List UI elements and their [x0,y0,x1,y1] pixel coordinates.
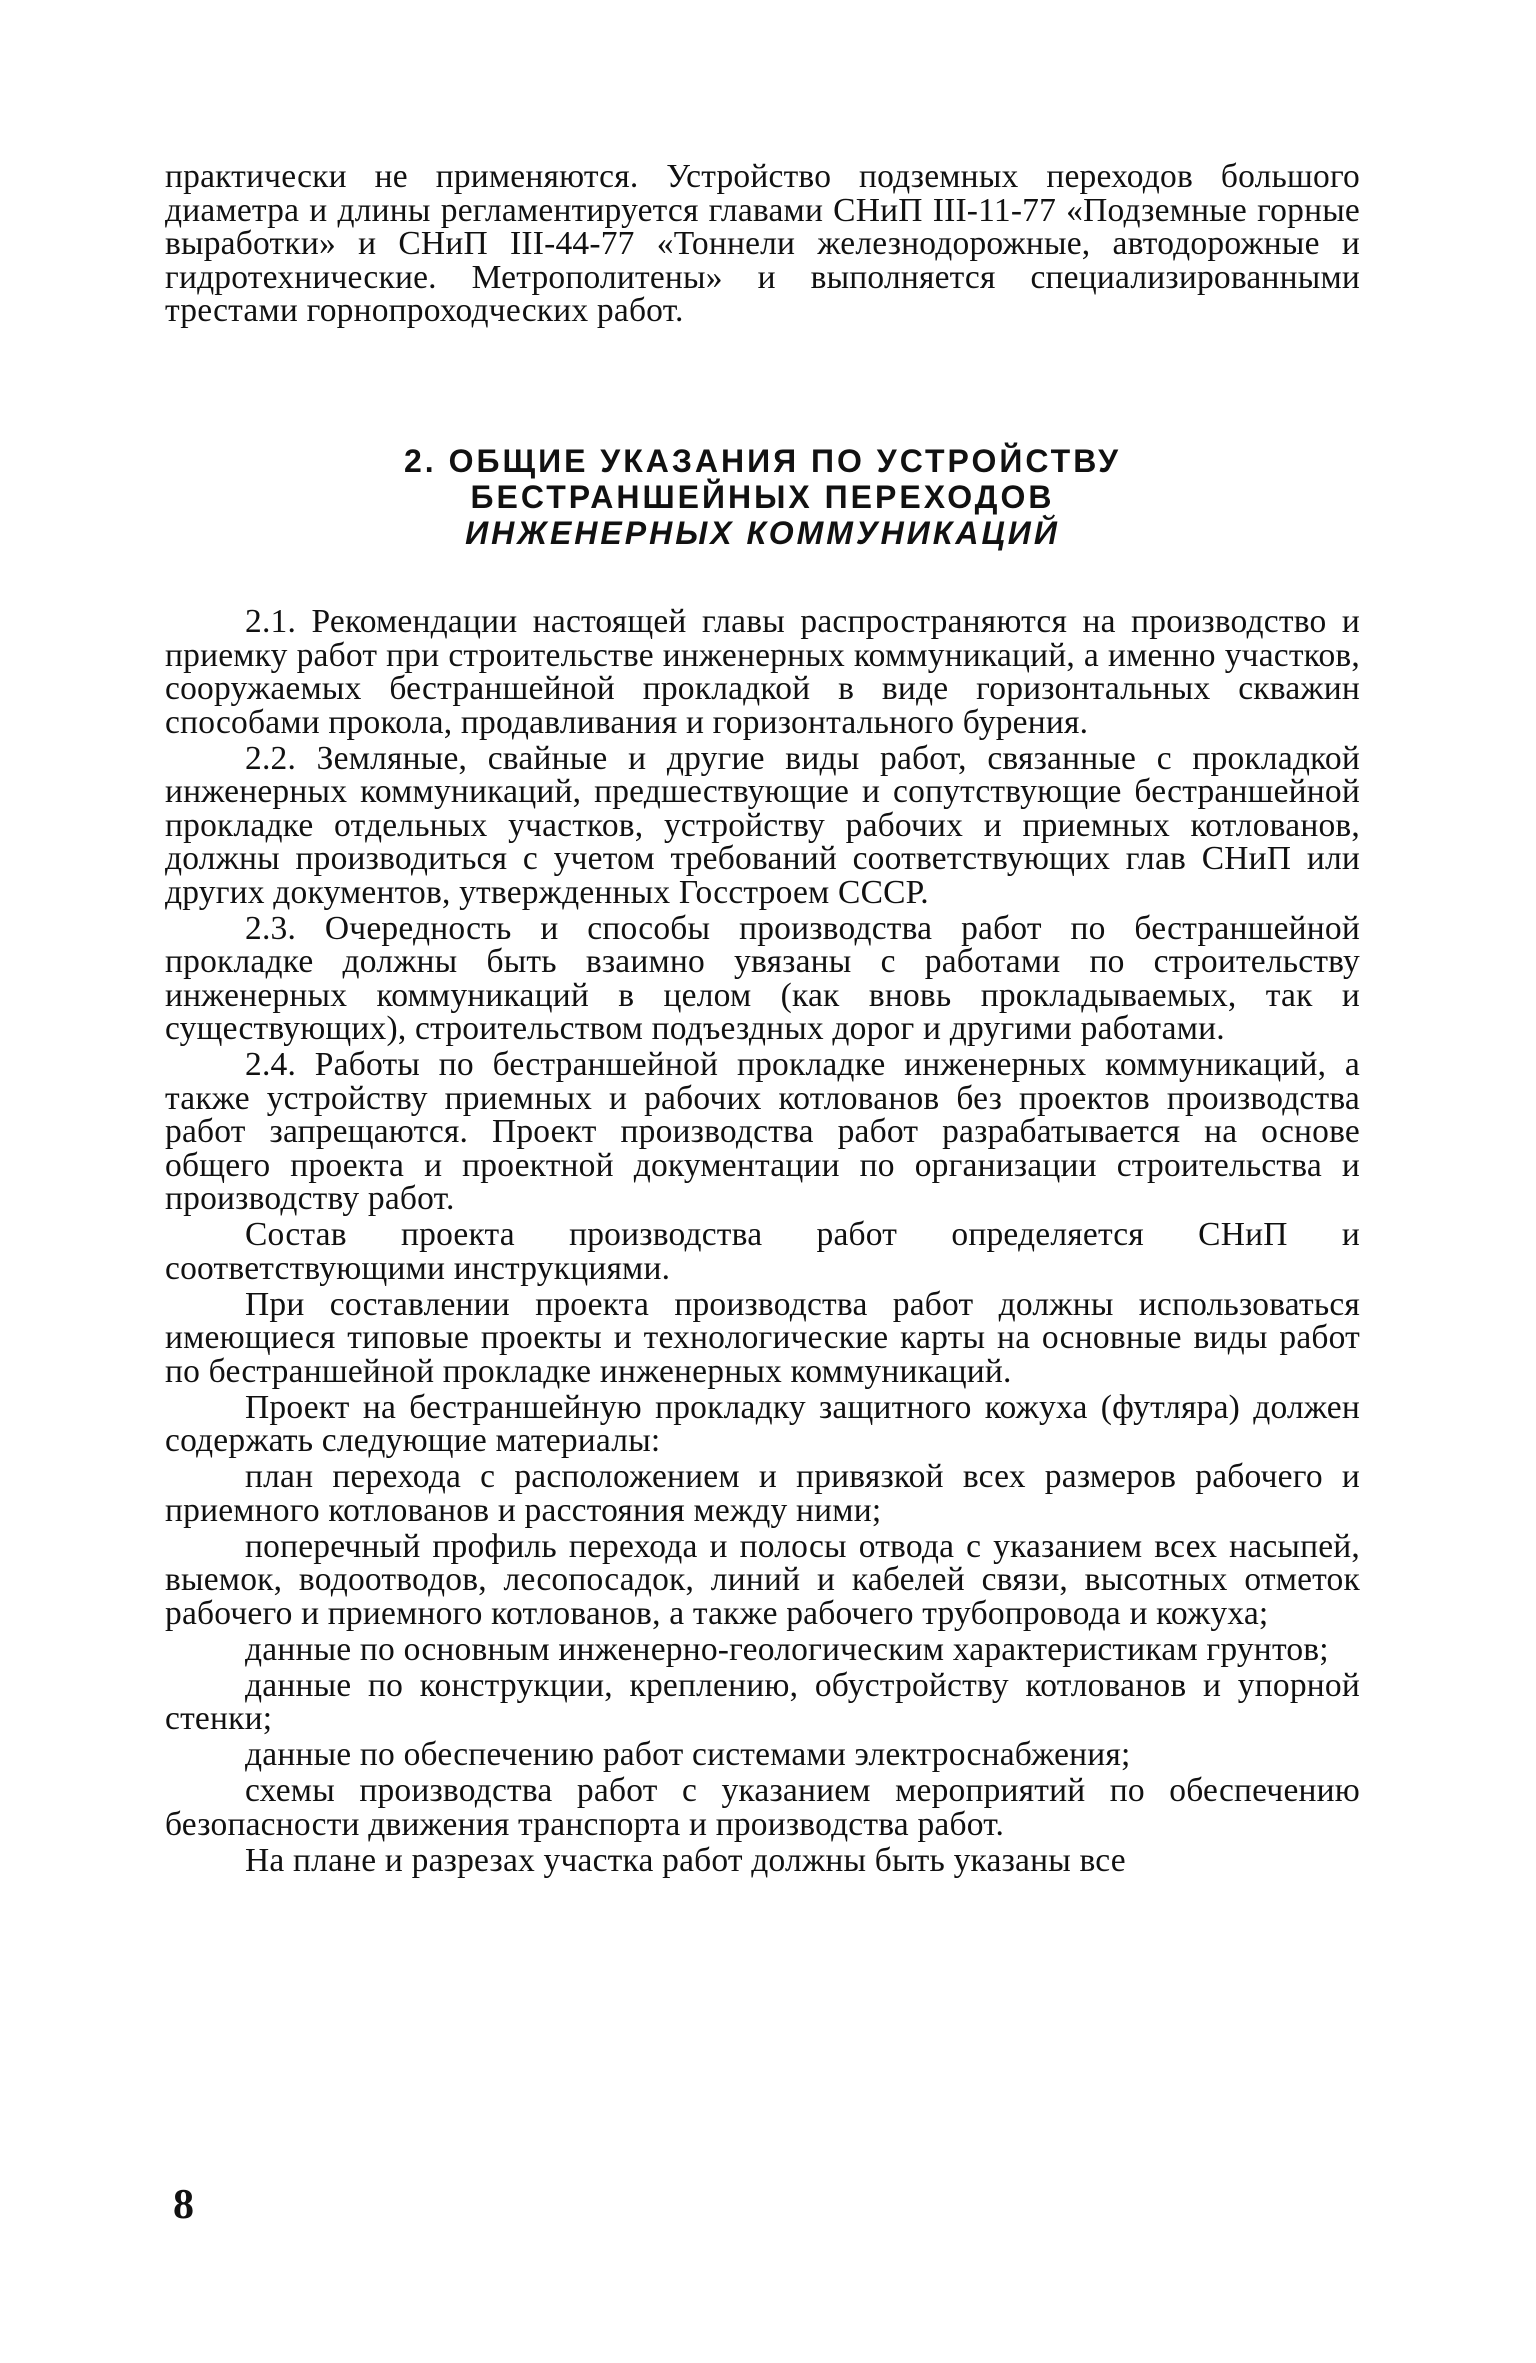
section-heading [165,443,1360,551]
paragraph-2-3: 2.3. Очередность и способы производства работ по бестраншейной прокладке должны быть взаимно увязаны с работами по строительству инженерных коммуникаций в целом (как вновь прокладываемых, так и существующих), строительством подъездных дорог и другими работами. [165,909,1360,1047]
section-heading-line-2: БЕСТРАНШЕЙНЫХ ПЕРЕХОДОВ [470,479,1055,515]
list-item-construction-data: данные по конструкции, креплению, обустройству котлованов и упорной стенки; [165,1666,1360,1737]
section-heading-line-1: 2. ОБЩИЕ УКАЗАНИЯ ПО УСТРОЙСТВУ [403,443,1122,479]
list-item-crossing-plan: план перехода с расположением и привязкой всех размеров рабочего и приемного котлованов и расстояния между ними; [165,1458,1360,1529]
paragraph-typical-projects: При составлении проекта производства работ должны использоваться имеющиеся типовые проекты и технологические карты на основные виды работ по бестраншейной прокладке инженерных коммуникаций. [165,1285,1360,1390]
paragraph-2-1: 2.1. Рекомендации настоящей главы распространяются на производство и приемку работ при строительстве инженерных коммуникаций, а именно участков, сооружаемых бестраншейной прокладкой в виде горизонтальных скважин способами прокола, продавливания и горизонтального бурения. [165,603,1360,741]
paragraph-casing-project: Проект на бестраншейную прокладку защитного кожуха (футляра) должен содержать следующие материалы: [165,1388,1360,1459]
paragraph-project-composition: Состав проекта производства работ определяется СНиП и соответствующими инструкциями. [165,1216,1360,1287]
paragraph-plan-sections: На плане и разрезах участка работ должны быть указаны все [245,1841,1126,1879]
page-number: 8 [173,2182,194,2228]
paragraph-2-4: 2.4. Работы по бестраншейной прокладке инженерных коммуникаций, а также устройству приемных и рабочих котлованов без проектов производства работ запрещаются. Проект производства работ разрабатывается на основе общего проекта и проектной документации по организации строительства и производству работ. [165,1046,1360,1217]
section-body [165,605,1360,1880]
intro-paragraph: практически не применяются. Устройство подземных переходов большого диаметра и длины регламентируется главами СНиП III-11-77 «Подземные горные выработки» и СНиП III-44-77 «Тоннели железнодорожные, автодорожные и гидротехнические. Метрополитены» и выполняется специализированными трестами горнопроходческих работ. [165,158,1360,329]
section-heading-line-3: ИНЖЕНЕРНЫХ КОММУНИКАЦИЙ [465,515,1060,551]
list-item-cross-profile: поперечный профиль перехода и полосы отвода с указанием всех насыпей, выемок, водоотводов, лесопосадок, линий и кабелей связи, высотных отметок рабочего и приемного котлованов, а также рабочего трубопровода и кожуха; [165,1527,1360,1632]
list-item-work-schemes: схемы производства работ с указанием мероприятий по обеспечению безопасности движения транспорта и производства работ. [165,1772,1360,1843]
intro-paragraph-block [165,160,1360,328]
list-item-power-supply: данные по обеспечению работ системами электроснабжения; [245,1736,1131,1773]
list-item-geology-data: данные по основным инженерно-геологическим характеристикам грунтов; [245,1630,1329,1668]
paragraph-2-2: 2.2. Земляные, свайные и другие виды работ, связанные с прокладкой инженерных коммуникаций, предшествующие и сопутствующие бестраншейной прокладке отдельных участков, устройству рабочих и приемных котлованов, должны производиться с учетом требований соответствующих глав СНиП или других документов, утвержденных Госстроем СССР. [165,739,1360,911]
